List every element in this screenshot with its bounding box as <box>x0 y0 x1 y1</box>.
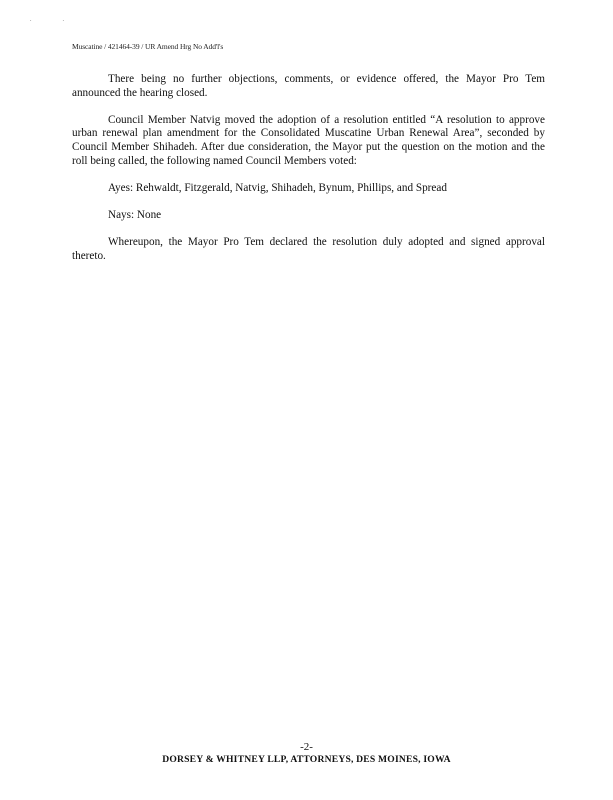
page-number: -2- <box>300 741 313 753</box>
scan-specks: . . <box>30 17 64 23</box>
resolution-adopted-paragraph: Whereupon, the Mayor Pro Tem declared the resolution duly adopted and signed approval thereto. <box>72 236 545 262</box>
page-footer <box>0 741 613 766</box>
document-body <box>72 73 545 277</box>
hearing-closed-paragraph: There being no further objections, comments, or evidence offered, the Mayor Pro Tem announced the hearing closed. <box>72 73 545 99</box>
law-firm-footer: DORSEY & WHITNEY LLP, ATTORNEYS, DES MOINES, IOWA <box>162 754 451 765</box>
document-reference-header: Muscatine / 421464-39 / UR Amend Hrg No Add'l's <box>72 42 224 51</box>
resolution-motion-paragraph: Council Member Natvig moved the adoption of a resolution entitled “A resolution to approve urban renewal plan amendment for the Consolidated Muscatine Urban Renewal Area”, seconded by Council Member Shihadeh. After due consideration, the Mayor put the question on the motion and the roll being called, the following named Council Members voted: <box>72 113 545 167</box>
ayes-line: Ayes: Rehwaldt, Fitzgerald, Natvig, Shihadeh, Bynum, Phillips, and Spread <box>108 181 447 194</box>
nays-line: Nays: None <box>108 208 162 221</box>
